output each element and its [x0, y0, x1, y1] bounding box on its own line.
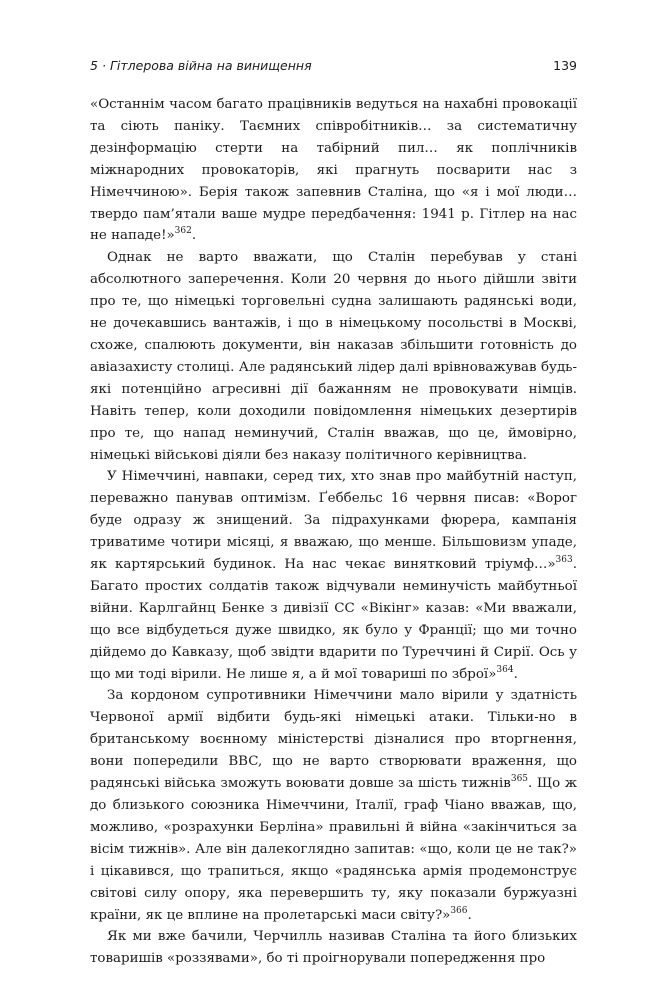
running-head: [90, 58, 312, 73]
paragraph: [90, 685, 577, 926]
text-run: У Німеччині, навпаки, серед тих, хто знав про майбутній наступ, переважно панував оптимізм. Ґеббельс 16 червня писав: «Ворог буде одразу ж знищений. За підрахунками фюрера, кампанія триватиме чотири місяці, я вважаю, що менше. Більшовизм упаде, як картярський будинок. На нас чекає винятковий тріумф…»: [90, 469, 577, 573]
paragraph: [90, 247, 577, 466]
text-run: Як ми вже бачили, Черчилль називав Сталіна та його близьких товаришів «роззявами», бо ті проігнорували попередження про: [90, 929, 577, 967]
header-separator: ·: [101, 58, 106, 73]
text-run: «Останнім часом багато працівників ведуться на нахабні провокації та сіють паніку. Таємних співробітників… за систематичну дезінформацію стерти на табірний пил… як поплічників міжнародних провокаторів, які прагнуть посварити нас з Німеччиною». Берія також запевнив Сталіна, що «я і мої люди… твердо пам’ятали ваше мудре передбачення: 1941 р. Гітлер на нас не нападе!»: [90, 97, 577, 244]
text-run: . Що ж до близького союзника Німеччини, Італії, граф Чіано вважав, що, можливо, «розрахунки Берліна» правильні й війна «закінчиться за вісім тижнів». Але він далекоглядно запитав: «що, коли це не так?» і цікавився, що трапиться, якщо «радянська армія продемонструє світові силу опору, яка перевершить ту, яку показали буржуазні країни, як це вплине на пролетарські маси світу?»: [90, 776, 578, 923]
body-text: [90, 94, 577, 970]
chapter-number: 5: [90, 58, 98, 73]
footnote-ref: 362: [174, 226, 192, 237]
text-run: . Багато простих солдатів також відчували неминучість майбутньої війни. Карлгайнц Бенке з дивізії СС «Вікінг» казав: «Ми вважали, що все відбудеться дуже швидко, як було у Франції; що ми точно дійдемо до Кавказу, щоб звідти вдарити по Туреччині й Сирії. Ось у що ми тоді вірили. Не лише я, а й мої товариші по зброї»: [90, 557, 577, 682]
text-run: .: [191, 228, 197, 244]
text-run: .: [467, 907, 472, 923]
paragraph: [90, 466, 577, 685]
running-header: [90, 58, 577, 80]
paragraph: [90, 926, 577, 970]
paragraph: [90, 94, 577, 247]
text-run: .: [513, 666, 518, 682]
chapter-title: Гітлерова війна на винищення: [109, 58, 312, 73]
page-number: 139: [553, 58, 577, 73]
text-run: За кордоном супротивники Німеччини мало вірили у здатність Червоної армії відбити будь-які німецькі атаки. Тільки-но в британському воєнному міністерстві дізналися про вторгнення, вони попередили BBC, що не варто створювати враження, що радянські війська зможуть воювати довше за шість тижнів: [90, 688, 577, 792]
footnote-ref: 366: [450, 905, 468, 916]
footnote-ref: 364: [496, 664, 514, 675]
footnote-ref: 363: [555, 555, 573, 566]
footnote-ref: 365: [510, 774, 529, 785]
text-run: Однак не варто вважати, що Сталін перебував у стані абсолютного заперечення. Коли 20 червня до нього дійшли звіти про те, що німецькі торговельні судна залишають радянські води, не дочекавшись вантажів, і що в німецькому посольстві в Москві, схоже, спалюють документи, він наказав збільшити готовність до авіазахисту столиці. Але радянський лідер далі врівноважував будь-які потенційно агресивні дії бажанням не провокувати німців. Навіть тепер, коли доходили повідомлення німецьких дезертирів про те, що напад неминучий, Сталін вважав, що це, ймовірно, німецькі військові діяли без наказу політичного керівництва.: [90, 250, 577, 463]
